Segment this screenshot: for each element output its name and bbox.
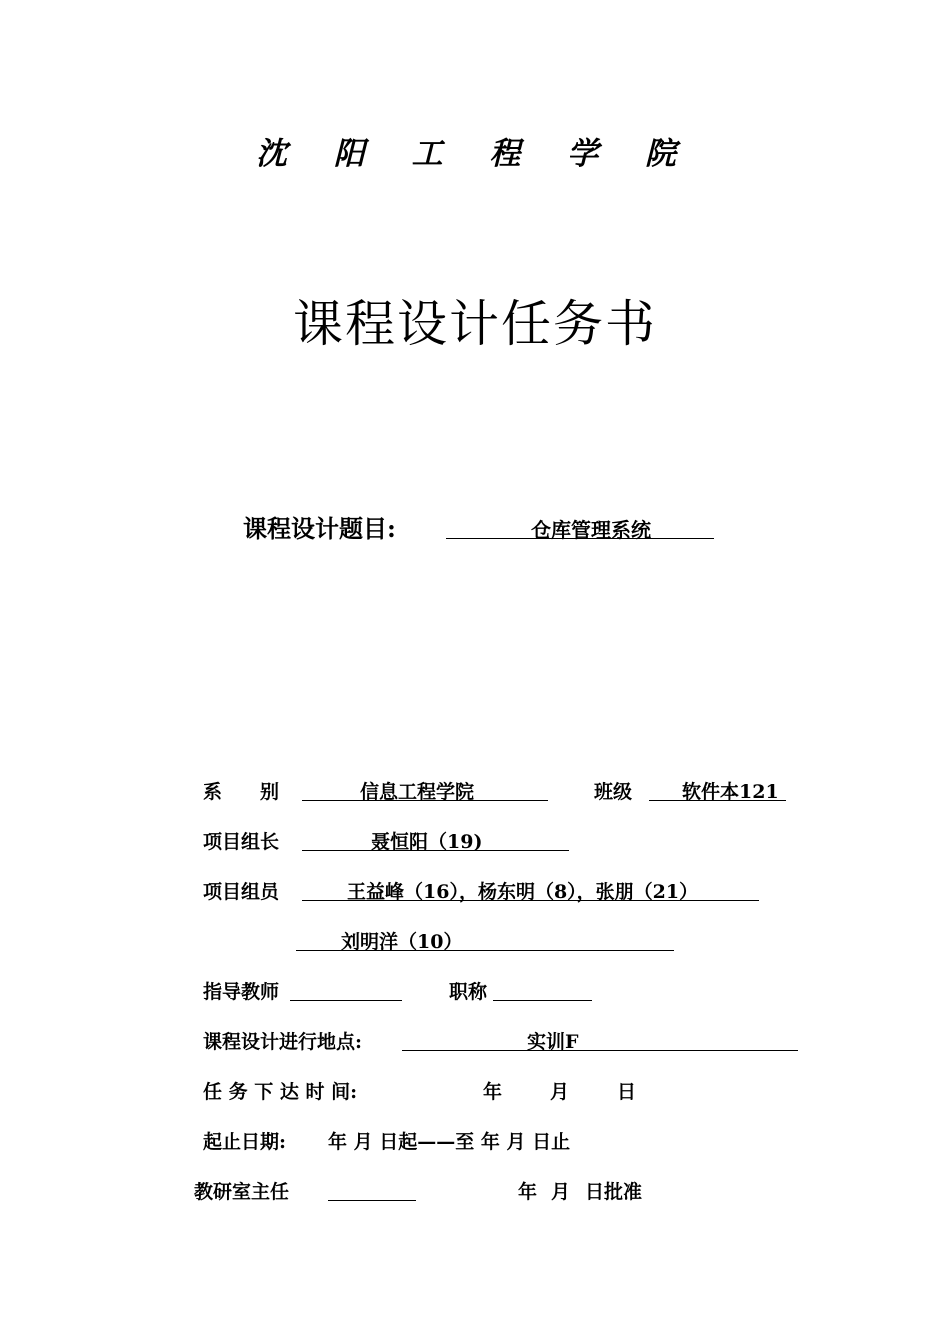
leader-value: 聂恒阳（19)	[371, 831, 483, 853]
topic-label: 课程设计题目:	[243, 514, 396, 543]
school-name: 沈 阳 工 程 学 院	[256, 136, 694, 172]
members-value-2: 刘明洋（10）	[341, 931, 463, 953]
period-value: 年 月 日起——至 年 月 日止	[328, 1131, 571, 1153]
director-underline	[328, 1176, 416, 1201]
approve-month: 月	[551, 1181, 571, 1203]
director-label: 教研室主任	[194, 1181, 290, 1203]
department-label: 系 别	[203, 781, 280, 803]
class-value: 软件本121	[682, 781, 779, 803]
approve-year: 年	[518, 1181, 538, 1203]
topic-value: 仓库管理系统	[531, 518, 651, 542]
advisor-underline	[290, 976, 402, 1001]
location-label: 课程设计进行地点:	[203, 1031, 363, 1053]
issue-month: 月	[550, 1081, 570, 1103]
issue-day: 日	[617, 1081, 637, 1103]
issue-year: 年	[483, 1081, 503, 1103]
leader-label: 项目组长	[203, 831, 280, 853]
issue-time-label: 任 务 下 达 时 间:	[203, 1081, 358, 1103]
department-value: 信息工程学院	[359, 781, 474, 803]
approve-text: 日批准	[585, 1181, 643, 1203]
document-title: 课程设计任务书	[293, 295, 657, 353]
members-label: 项目组员	[203, 881, 280, 903]
class-label: 班级	[594, 781, 633, 803]
location-underline	[402, 1026, 798, 1051]
members-value-1: 王益峰（16），杨东明（8），张朋（21）	[347, 881, 699, 903]
location-value: 实训F	[527, 1031, 579, 1053]
advisor-label: 指导教师	[203, 981, 280, 1003]
job-title-underline	[493, 976, 592, 1001]
period-label: 起止日期:	[203, 1131, 287, 1153]
job-title-label: 职称	[449, 981, 488, 1003]
